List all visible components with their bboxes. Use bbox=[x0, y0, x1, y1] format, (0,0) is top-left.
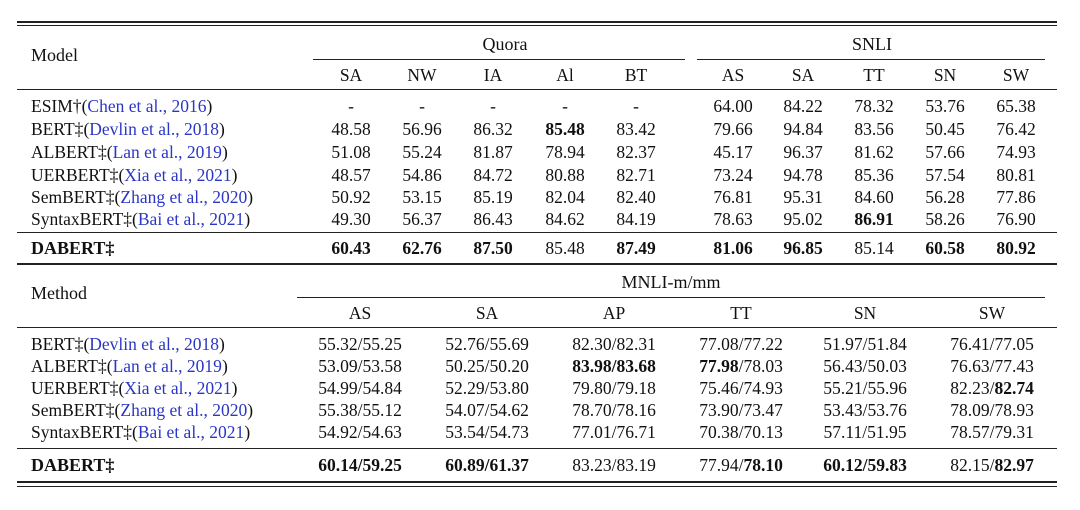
table1-final-name: DABERT‡ bbox=[31, 238, 115, 258]
table2-cell: 76.63/77.43 bbox=[950, 356, 1034, 376]
model-name: BERT‡ bbox=[31, 119, 84, 139]
table1-cell: 48.57 bbox=[331, 165, 371, 185]
table1-group-quora: Quora bbox=[482, 34, 528, 54]
table1-cell: 73.24 bbox=[713, 165, 753, 185]
table1-cell: 85.36 bbox=[854, 165, 894, 185]
table1-cell: 78.63 bbox=[713, 209, 753, 229]
citation-link[interactable]: Zhang et al., 2020 bbox=[120, 400, 248, 420]
model-name: BERT‡ bbox=[31, 334, 84, 354]
table1-cell: 53.15 bbox=[402, 187, 442, 207]
model-name: SemBERT‡ bbox=[31, 400, 115, 420]
table2-cell: 82.30/82.31 bbox=[572, 334, 656, 354]
model-name: UERBERT‡ bbox=[31, 165, 119, 185]
table1-cell: 84.22 bbox=[783, 96, 823, 116]
citation-link[interactable]: Bai et al., 2021 bbox=[137, 209, 245, 229]
table2-col-header: SA bbox=[475, 303, 499, 323]
citation-link[interactable]: Lan et al., 2019 bbox=[112, 356, 222, 376]
table1-cell: 58.26 bbox=[925, 209, 965, 229]
table1-cell: 83.42 bbox=[616, 119, 656, 139]
table2-row-name: SemBERT‡(Zhang et al., 2020) bbox=[31, 400, 254, 420]
citation-link[interactable]: Bai et al., 2021 bbox=[137, 422, 245, 442]
table2-cell: 54.92/54.63 bbox=[318, 422, 402, 442]
table1-cell: 53.76 bbox=[925, 96, 965, 116]
table1-cell: 85.48 bbox=[545, 119, 585, 139]
table1-final-cell: 96.85 bbox=[783, 238, 823, 258]
table2-col-header: SW bbox=[978, 303, 1006, 323]
table2-cell: 79.80/79.18 bbox=[572, 378, 656, 398]
table2-cell: 78.57/79.31 bbox=[950, 422, 1034, 442]
table1-cell: 50.92 bbox=[331, 187, 371, 207]
table2-cell: 53.54/54.73 bbox=[445, 422, 529, 442]
table1-cell: 78.32 bbox=[854, 96, 894, 116]
table2-row-name: BERT‡(Devlin et al., 2018) bbox=[31, 334, 225, 354]
citation-link[interactable]: Devlin et al., 2018 bbox=[89, 334, 220, 354]
model-name: ESIM† bbox=[31, 96, 82, 116]
table2-cell: 54.99/54.84 bbox=[318, 378, 402, 398]
table2-cell: 70.38/70.13 bbox=[699, 422, 783, 442]
model-name: SemBERT‡ bbox=[31, 187, 115, 207]
table1-group-snli: SNLI bbox=[852, 34, 892, 54]
table2-col-header: AP bbox=[602, 303, 626, 323]
table2-cell: 78.09/78.93 bbox=[950, 400, 1034, 420]
table1-cell: 82.37 bbox=[616, 142, 656, 162]
table1-cell: 65.38 bbox=[996, 96, 1036, 116]
table2-row-name: SyntaxBERT‡(Bai et al., 2021) bbox=[31, 422, 251, 442]
table2-cell: 53.09/53.58 bbox=[318, 356, 402, 376]
citation-link[interactable]: Xia et al., 2021 bbox=[124, 165, 232, 185]
table2-cell: 73.90/73.47 bbox=[699, 400, 783, 420]
table1-final-cell: 85.14 bbox=[854, 238, 894, 258]
table1-cell: - bbox=[348, 96, 354, 116]
table1-cell: 57.66 bbox=[925, 142, 965, 162]
table1-col-header: SA bbox=[791, 65, 815, 85]
table2-col-header: TT bbox=[730, 303, 752, 323]
table2-cell: 55.32/55.25 bbox=[318, 334, 402, 354]
table1-row-name: UERBERT‡(Xia et al., 2021) bbox=[31, 165, 238, 185]
table1-cell: 86.91 bbox=[854, 209, 894, 229]
table1-final-cell: 87.50 bbox=[473, 238, 513, 258]
table2-cell: 83.98/83.68 bbox=[572, 356, 656, 376]
table1-col-header: AS bbox=[721, 65, 745, 85]
table1-cell: - bbox=[633, 96, 639, 116]
table1-cell: 86.43 bbox=[473, 209, 513, 229]
table1-cell: 56.96 bbox=[402, 119, 442, 139]
table1-row-name: ESIM†(Chen et al., 2016) bbox=[31, 96, 213, 116]
table1-cell: 48.58 bbox=[331, 119, 371, 139]
table1-row-name: SyntaxBERT‡(Bai et al., 2021) bbox=[31, 209, 251, 229]
table1-col-header: NW bbox=[407, 65, 437, 85]
citation-link[interactable]: Zhang et al., 2020 bbox=[120, 187, 248, 207]
model-name: SyntaxBERT‡ bbox=[31, 422, 133, 442]
table1-cell: 76.81 bbox=[713, 187, 753, 207]
table2-cell: 57.11/51.95 bbox=[823, 422, 907, 442]
table1-row-name: ALBERT‡(Lan et al., 2019) bbox=[31, 142, 228, 162]
table2-cell: 77.98/78.03 bbox=[699, 356, 783, 376]
table1-final-cell: 80.92 bbox=[996, 238, 1036, 258]
table2-cell: 75.46/74.93 bbox=[699, 378, 783, 398]
table1-cell: 80.81 bbox=[996, 165, 1036, 185]
table2-final-cell: 60.89/61.37 bbox=[445, 455, 529, 475]
table2-final-cell: 77.94/78.10 bbox=[699, 455, 783, 475]
table2-cell: 54.07/54.62 bbox=[445, 400, 529, 420]
table1-cell: 95.31 bbox=[783, 187, 823, 207]
table1-cell: 55.24 bbox=[402, 142, 442, 162]
table1-cell: 51.08 bbox=[331, 142, 371, 162]
table1-cell: 77.86 bbox=[996, 187, 1036, 207]
table2-cell: 55.38/55.12 bbox=[318, 400, 402, 420]
citation-link[interactable]: Lan et al., 2019 bbox=[112, 142, 222, 162]
table1-cell: 94.78 bbox=[783, 165, 823, 185]
table2-row-name: ALBERT‡(Lan et al., 2019) bbox=[31, 356, 228, 376]
table1-cell: 84.72 bbox=[473, 165, 513, 185]
table2-cell: 56.43/50.03 bbox=[823, 356, 907, 376]
table1-cell: 79.66 bbox=[713, 119, 753, 139]
citation-link[interactable]: Xia et al., 2021 bbox=[124, 378, 232, 398]
table2-final-cell: 83.23/83.19 bbox=[572, 455, 656, 475]
table1-col-header: SW bbox=[1002, 65, 1030, 85]
table2-col-header: SN bbox=[853, 303, 877, 323]
table1-row-name: BERT‡(Devlin et al., 2018) bbox=[31, 119, 225, 139]
table1-cell: 56.37 bbox=[402, 209, 442, 229]
model-name: UERBERT‡ bbox=[31, 378, 119, 398]
table1-col-header: IA bbox=[483, 65, 503, 85]
table1-final-cell: 60.43 bbox=[331, 238, 371, 258]
citation-link[interactable]: Chen et al., 2016 bbox=[87, 96, 207, 116]
table1-cell: 45.17 bbox=[713, 142, 753, 162]
model-name: ALBERT‡ bbox=[31, 356, 107, 376]
table1-model-header: Model bbox=[31, 45, 78, 65]
table1-final-cell: 62.76 bbox=[402, 238, 442, 258]
table2-final-cell: 82.15/82.97 bbox=[950, 455, 1034, 475]
table2-cell: 52.29/53.80 bbox=[445, 378, 529, 398]
table2-final-name: DABERT‡ bbox=[31, 455, 115, 475]
model-name: SyntaxBERT‡ bbox=[31, 209, 133, 229]
table1-cell: 57.54 bbox=[925, 165, 965, 185]
table2-cell: 77.08/77.22 bbox=[699, 334, 783, 354]
table1-cell: 76.90 bbox=[996, 209, 1036, 229]
table1-cell: 64.00 bbox=[713, 96, 753, 116]
table2-col-header: AS bbox=[348, 303, 372, 323]
table2-cell: 77.01/76.71 bbox=[572, 422, 656, 442]
table1-cell: 84.62 bbox=[545, 209, 585, 229]
table1-cell: 95.02 bbox=[783, 209, 823, 229]
table2-cell: 50.25/50.20 bbox=[445, 356, 529, 376]
table2-row-name: UERBERT‡(Xia et al., 2021) bbox=[31, 378, 238, 398]
table1-cell: 81.87 bbox=[473, 142, 513, 162]
table2-cell: 78.70/78.16 bbox=[572, 400, 656, 420]
table1-cell: 85.19 bbox=[473, 187, 513, 207]
table1-cell: - bbox=[562, 96, 568, 116]
table2-cell: 76.41/77.05 bbox=[950, 334, 1034, 354]
table1-cell: 78.94 bbox=[545, 142, 585, 162]
model-name: ALBERT‡ bbox=[31, 142, 107, 162]
table1-cell: 96.37 bbox=[783, 142, 823, 162]
table2-final-cell: 60.12/59.83 bbox=[823, 455, 907, 475]
table1-cell: 80.88 bbox=[545, 165, 585, 185]
table2-cell: 55.21/55.96 bbox=[823, 378, 907, 398]
table1-cell: 82.40 bbox=[616, 187, 656, 207]
table1-cell: 94.84 bbox=[783, 119, 823, 139]
table1-col-header: Al bbox=[556, 65, 574, 85]
table1-cell: 82.04 bbox=[545, 187, 585, 207]
table1-cell: 54.86 bbox=[402, 165, 442, 185]
table1-col-header: TT bbox=[863, 65, 885, 85]
table1-cell: 86.32 bbox=[473, 119, 513, 139]
table1-cell: 83.56 bbox=[854, 119, 894, 139]
table1-final-cell: 85.48 bbox=[545, 238, 585, 258]
table1-cell: 82.71 bbox=[616, 165, 656, 185]
table1-cell: 50.45 bbox=[925, 119, 965, 139]
table1-cell: 76.42 bbox=[996, 119, 1036, 139]
table1-row-name: SemBERT‡(Zhang et al., 2020) bbox=[31, 187, 254, 207]
table1-final-cell: 87.49 bbox=[616, 238, 656, 258]
table1-cell: 84.19 bbox=[616, 209, 656, 229]
table1-final-cell: 81.06 bbox=[713, 238, 753, 258]
table2-cell: 53.43/53.76 bbox=[823, 400, 907, 420]
table2-cell: 52.76/55.69 bbox=[445, 334, 529, 354]
table1-cell: 56.28 bbox=[925, 187, 965, 207]
table1-cell: 49.30 bbox=[331, 209, 371, 229]
table1-cell: - bbox=[419, 96, 425, 116]
table2-method-header: Method bbox=[31, 283, 87, 303]
table1-cell: 74.93 bbox=[996, 142, 1036, 162]
citation-link[interactable]: Devlin et al., 2018 bbox=[89, 119, 220, 139]
table1-final-cell: 60.58 bbox=[925, 238, 965, 258]
table1-col-header: SA bbox=[339, 65, 363, 85]
table1-col-header: SN bbox=[933, 65, 957, 85]
table1-cell: - bbox=[490, 96, 496, 116]
table1-col-header: BT bbox=[624, 65, 648, 85]
table2-group-mnli: MNLI-m/mm bbox=[621, 272, 721, 292]
table1-cell: 81.62 bbox=[854, 142, 894, 162]
table2-cell: 82.23/82.74 bbox=[950, 378, 1034, 398]
table2-final-cell: 60.14/59.25 bbox=[318, 455, 402, 475]
table2-cell: 51.97/51.84 bbox=[823, 334, 907, 354]
table1-cell: 84.60 bbox=[854, 187, 894, 207]
